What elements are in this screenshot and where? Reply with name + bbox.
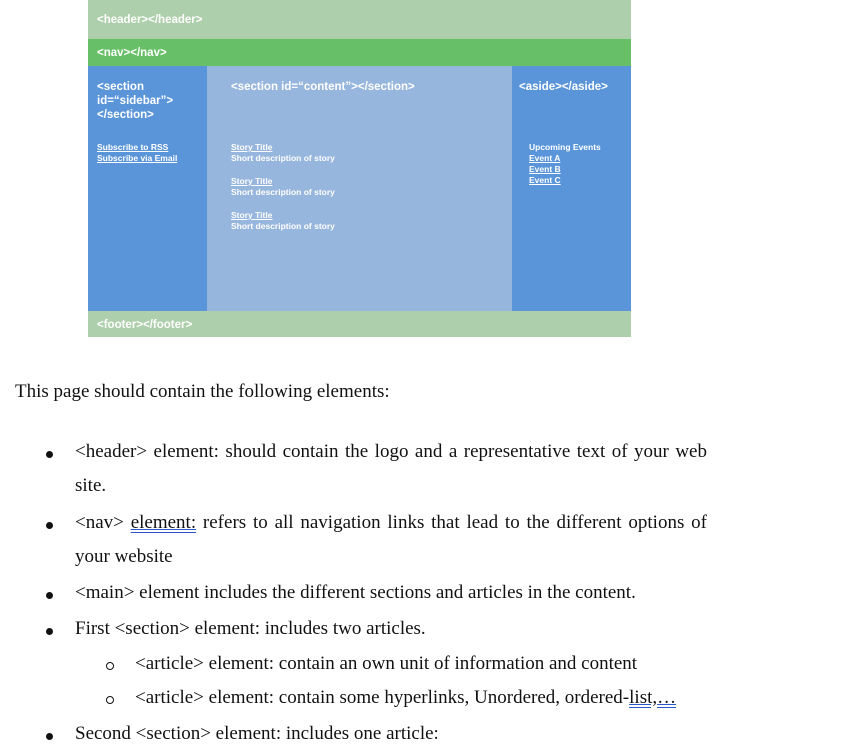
event-link: Event A: [529, 153, 561, 163]
diagram-footer-region: [88, 311, 631, 337]
sidebar-links: [97, 142, 177, 164]
event-link: Event C: [529, 175, 561, 185]
list-item-first-section: First <section> element: includes two articles.: [75, 618, 426, 639]
sub-bullet-icon: [106, 682, 118, 716]
story-description: Short description of story: [231, 187, 335, 197]
footer-tag-label: <footer></footer>: [97, 319, 193, 331]
story-title: Story Title: [231, 210, 273, 220]
bullet-icon: [44, 436, 56, 448]
story-item: [231, 176, 471, 198]
nav-item-underlined: element:: [130, 512, 197, 533]
story-item: [231, 210, 471, 232]
layout-diagram: [88, 0, 631, 337]
bullet-icon: [44, 718, 56, 730]
list-item-second-section: Second <section> element: includes one article:: [75, 723, 439, 744]
bullet-icon: [44, 577, 56, 589]
article-2-prefix: <article> element: contain some hyperlinks, Unordered, ordered-: [135, 687, 630, 708]
event-link: Event B: [529, 164, 561, 174]
nav-item-rest: refers to all navigation links that lead to the different options of your website: [75, 512, 707, 567]
subscribe-rss-link: Subscribe to RSS: [97, 142, 169, 152]
story-description: Short description of story: [231, 153, 335, 163]
bullet-icon: [44, 507, 56, 519]
nav-tag-label: <nav></nav>: [97, 47, 167, 59]
diagram-nav-region: [88, 39, 631, 66]
diagram-header-region: [88, 0, 631, 39]
upcoming-events-heading: Upcoming Events: [529, 142, 601, 152]
story-description: Short description of story: [231, 221, 335, 231]
sub-item-article-1: <article> element: contain an own unit of information and content: [135, 653, 638, 674]
content-tag-label: <section id=“content”></section>: [231, 81, 415, 93]
story-title: Story Title: [231, 142, 273, 152]
diagram-sidebar-region: [88, 66, 207, 311]
list-item-header: <header> element: should contain the logo and a representative text of your web site.: [75, 441, 707, 496]
intro-paragraph: This page should contain the following elements:: [15, 381, 390, 402]
subscribe-email-link: Subscribe via Email: [97, 153, 178, 163]
story-item: [231, 142, 471, 164]
list-item-nav: [75, 506, 707, 574]
upcoming-events-list: [529, 142, 601, 186]
aside-tag-label: <aside></aside>: [519, 81, 608, 93]
list-item-main: <main> element includes the different sections and articles in the content.: [75, 582, 636, 603]
nav-item-prefix: <nav>: [75, 512, 131, 533]
article-2-underlined: list,…: [629, 687, 677, 708]
sub-bullet-icon: [106, 648, 118, 682]
story-title: Story Title: [231, 176, 273, 186]
bullet-icon: [44, 613, 56, 625]
header-tag-label: <header></header>: [97, 14, 203, 26]
sub-item-article-2: [135, 681, 676, 715]
diagram-content-region: [207, 66, 512, 311]
diagram-aside-region: [512, 66, 631, 311]
sidebar-tag-label: <section id=“sidebar”> </section>: [97, 81, 174, 121]
